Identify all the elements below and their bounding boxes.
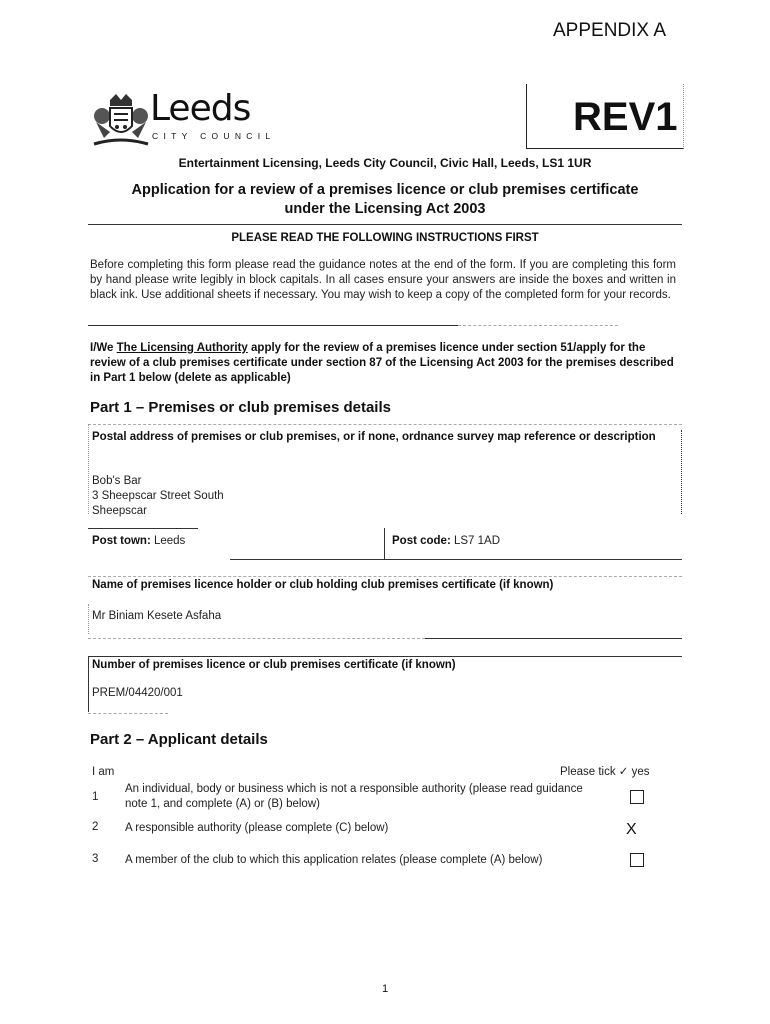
divider xyxy=(425,638,682,639)
post-code-field[interactable] xyxy=(392,531,500,549)
logo-subtitle: CITY COUNCIL xyxy=(152,131,276,141)
box-left xyxy=(88,656,89,712)
part1-title: Part 1 – Premises or club premises details xyxy=(90,399,391,416)
tick-hint: Please tick ✓ yes xyxy=(560,766,650,778)
divider xyxy=(88,325,458,326)
leeds-crest-logo xyxy=(92,92,150,148)
address-line-2: 3 Sheepscar Street South xyxy=(92,490,224,502)
divider xyxy=(88,224,682,225)
option-row-1 xyxy=(90,782,680,816)
option-number: 2 xyxy=(92,821,99,833)
licence-number-label: Number of premises licence or club premises certificate (if known) xyxy=(92,659,456,671)
post-town-field[interactable] xyxy=(92,531,185,549)
box-bottom xyxy=(88,713,168,714)
part2-title: Part 2 – Applicant details xyxy=(90,731,268,748)
licence-holder-label: Name of premises licence holder or club holding club premises certificate (if known) xyxy=(92,579,554,591)
option-number: 3 xyxy=(92,853,99,865)
divider xyxy=(458,325,618,326)
post-town-value: Leeds xyxy=(153,535,186,547)
post-code-label: Post code: xyxy=(392,535,454,547)
box-left xyxy=(88,424,89,514)
field-separator xyxy=(384,528,385,560)
option-text: A responsible authority (please complete (C) below) xyxy=(125,822,389,834)
applicant-name[interactable]: The Licensing Authority xyxy=(116,342,248,354)
apply-prefix: I/We xyxy=(90,342,117,354)
option-3-checkbox[interactable] xyxy=(630,853,644,867)
appendix-label: APPENDIX A xyxy=(553,20,666,41)
reference-code: REV1 xyxy=(573,95,678,139)
option-1-checkbox[interactable] xyxy=(630,790,644,804)
address-line-1: Bob's Bar xyxy=(92,475,142,487)
apply-rest: apply for the review of a premises licence under section 51/apply for the review of a club premises certificate under section 87 of the Licensing Act 2003 for the premises described in Part 1 below (delete as applicable) xyxy=(90,342,674,384)
option-2-checkmark[interactable]: X xyxy=(626,821,637,838)
post-code-value: LS7 1AD xyxy=(453,535,501,547)
instructions-heading: PLEASE READ THE FOLLOWING INSTRUCTIONS FIRST xyxy=(231,232,539,244)
application-statement xyxy=(90,341,678,386)
divider xyxy=(230,559,682,560)
logo-wordmark: Leeds xyxy=(150,88,251,129)
address-line-3: Sheepscar xyxy=(92,505,147,517)
divider xyxy=(88,638,425,639)
i-am-label: I am xyxy=(92,766,115,778)
option-row-3 xyxy=(90,853,680,873)
option-row-2 xyxy=(90,821,680,841)
form-title-line2: under the Licensing Act 2003 xyxy=(284,201,486,217)
form-title-line1: Application for a review of a premises licence or club premises certificate xyxy=(131,182,639,198)
option-number: 1 xyxy=(92,791,99,803)
box-left xyxy=(88,604,89,634)
postal-address-field[interactable] xyxy=(92,474,224,519)
licence-number-field[interactable]: PREM/04420/001 xyxy=(92,687,183,699)
form-title xyxy=(90,181,680,219)
divider xyxy=(88,528,198,529)
office-address: Entertainment Licensing, Leeds City Council, Civic Hall, Leeds, LS1 1UR xyxy=(178,156,592,170)
postal-address-label: Postal address of premises or club premises, or if none, ordnance survey map reference or description xyxy=(92,431,656,443)
post-town-label: Post town: xyxy=(92,535,154,547)
page-number: 1 xyxy=(381,983,389,995)
box-top xyxy=(88,576,682,577)
option-text: An individual, body or business which is not a responsible authority (please read guidance note 1, and complete (A) or (B) below) xyxy=(125,783,583,810)
licence-holder-field[interactable]: Mr Biniam Kesete Asfaha xyxy=(92,610,222,622)
instructions-text: Before completing this form please read the guidance notes at the end of the form. If you are completing this form by hand please write legibly in block capitals. In all cases ensure your answers are inside the boxes and written in black ink. Use additional sheets if necessary. You may wish to keep a copy of the completed form for your records. xyxy=(90,259,676,301)
box-top xyxy=(88,424,682,425)
option-text: A member of the club to which this application relates (please complete (A) below) xyxy=(125,854,543,866)
box-top xyxy=(88,656,682,657)
